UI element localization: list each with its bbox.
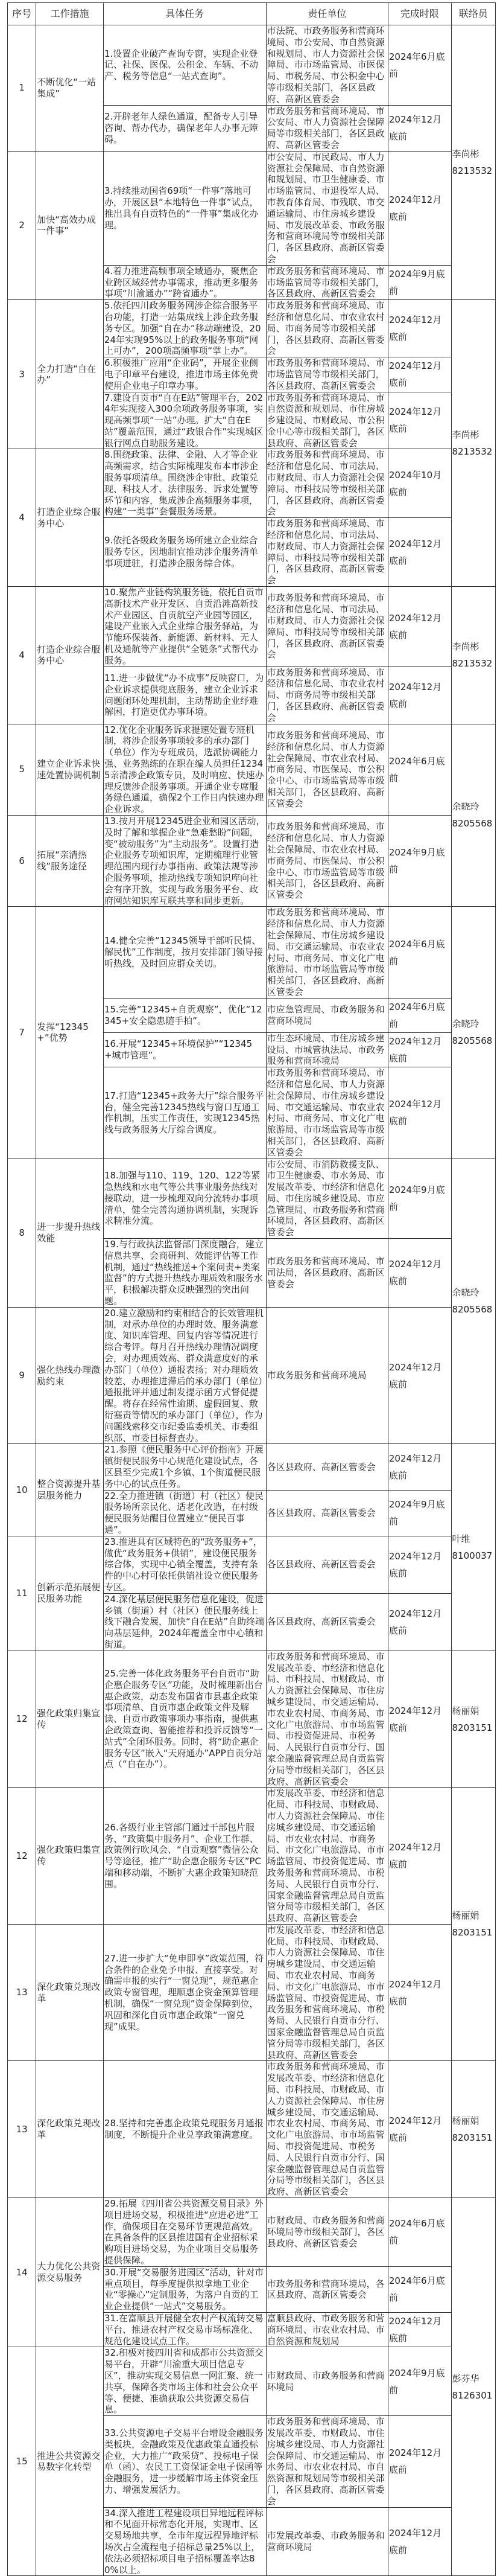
table-body [8, 25, 496, 2576]
contact-name: 杨丽娟 [452, 1705, 479, 1716]
task-description: 18.加强与110、119、120、122等紧急热线和水电气等公共事业服务热线对接联动，进一步梳理双向分流转办事项清单，健全完善沟通协调机制，实现诉求精准分流。 [103, 1159, 266, 1239]
header-contact: 联络员 [451, 3, 495, 25]
table-row [8, 907, 496, 998]
deadline: 2024年12月底前 [388, 1788, 451, 1925]
contact-person [451, 2061, 495, 2198]
table-row [8, 1924, 496, 2061]
deadline: 2024年9月底前 [388, 815, 451, 906]
item-number: 13 [8, 1924, 36, 2061]
work-measure: 强化政策归集宣传 [36, 1651, 104, 1788]
deadline: 2024年9月底前 [388, 1490, 451, 1536]
task-description: 2.开辟老年人绿色通道，配备专人引导咨询、帮办代办，确保老年人办事无障碍。 [103, 105, 266, 151]
deadline: 2024年12月底前 [388, 151, 451, 265]
deadline: 2024年6月底前 [388, 724, 451, 815]
contact-person [451, 587, 495, 724]
responsible-units: 市法院、市政务服务和营商环境局、市公安局、市自然资源和规划局、市人力资源社会保障局、市市场监管局、市医保局、市税务局、市公积金中心等市级相关部门，各区县政府、高新区管委会 [266, 25, 388, 106]
work-measure: 发挥“12345+”优势 [36, 907, 104, 1159]
responsible-units: 市政务服务和营商环境局、市司法局，各区县政府、高新区管委会 [266, 1239, 388, 1308]
contact-phone: 8213532 [452, 446, 493, 458]
deadline: 2024年6月底前 [388, 998, 451, 1032]
table-row [8, 724, 496, 815]
work-measure: 打造企业综合服务中心 [36, 449, 104, 587]
responsible-units: 市生态环境局、市住房城乡建设局、市城管执法局、市政务服务和营商环境局 [266, 1032, 388, 1067]
work-measure: 强化政策归集宣传 [36, 1788, 104, 1925]
responsible-units: 市政务服务和营商环境局、市经济和信息化局、市司法局、市财政局、市人力资源社会保障局、市科技局等市级相关部门，各区县政府、高新区管委会 [266, 449, 388, 518]
task-description: 21.参照《便民服务中心评价指南》开展镇街便民服务中心规范化建设试点，各区县至少完成1个乡镇、1个街道便民服务中心的试点任务。 [103, 1444, 266, 1490]
task-description: 4.着力推进高频事项全域通办，聚焦企业跨区域经营办事需求，推动更多服务事项“川渝通办”“跨省通办”。 [103, 265, 266, 299]
work-measure: 进一步提升热线效能 [36, 1159, 104, 1307]
item-number: 2 [8, 151, 36, 299]
deadline: 2024年10月底前 [388, 449, 451, 518]
responsible-units: 各区县政府、高新区管委会 [266, 1536, 388, 1593]
deadline: 2024年12月底前 [388, 518, 451, 587]
responsible-units: 市政务服务和营商环境局、市经济和信息化局、市人力资源社会保障局、市农业农村局、市商务局、市医保局、市公积金中心、市市场监管局等市级相关部门，各区县政府、高新区管委会 [266, 724, 388, 815]
responsible-units: 富顺县政府、市政务服务和营商环境局、市农业农村局、市自然资源和规划局 [266, 2312, 388, 2347]
header-dept: 责任单位 [266, 3, 388, 25]
task-description: 13.按月开展12345进企业和园区活动，及时了解和掌握企业“急难愁盼”问题，变“被动服务”为“主动服务”。设置打造企业服务专项知识库，定期梳理行业管理范围内现行办事指南、政策法规等涉企服务事项，推动热线专项知识库向社会有序开放，实现与政务服务平台、政府网站知识库互联共享和同步更新。 [104, 815, 265, 906]
deadline: 2024年6月底前 [388, 2198, 451, 2267]
responsible-units: 市发展改革委、市经济和信息化局、市科技局、市财政局、市人力资源社会保障局、市住房城乡建设局、市交通运输局、市农业农村局、市商务局、市文化广电旅游局、市市场监管局、市投资促进局、市政务服务和营商环境局、市税务局、人民银行自贡市分行、国家金融监督管理总局自贡监管分局等市级相关部门，各区县政府、高新区管委会 [266, 1788, 388, 1925]
deadline: 2024年12月底前 [388, 2312, 451, 2347]
contact-phone: 8205568 [452, 818, 493, 829]
task-description: 26.各级行业主管部门通过干部包片服务、“政策集中服务月”、企业工作群、政策例行吹风会、“自贡观察”微信公众号等途径，推广“助企惠企服务专区”PC端和移动端，不断扩大惠企政策知晓范围。 [103, 1788, 266, 1925]
contact-phone: 8205568 [452, 1035, 493, 1047]
table-row [8, 1159, 496, 1239]
item-number: 9 [8, 1307, 36, 1444]
contact-phone: 8213532 [452, 165, 493, 177]
task-description: 33.公共资源电子交易平台增设金融服务类板块，金融政策及优惠政策直通投标企业，大力推广“政采贷”、投标电子保单（函）、农民工工资保证金电子保函等金融服务，进一步缓解市场主体资金压力、增强发展活力。 [103, 2416, 266, 2507]
contact-person [451, 25, 495, 300]
task-description: 15.完善“12345+自贡观察”，优化“12345+安全隐患随手拍”。 [103, 998, 266, 1032]
deadline: 2024年12月底前 [388, 392, 451, 449]
contact-name: 李尚彬 [452, 641, 479, 653]
task-description: 31.在富顺县开展健全农村产权流转交易平台、推进农村产权交易市场标准化、规范化建设试点工作。 [103, 2312, 266, 2347]
contact-person [451, 1444, 495, 1651]
work-measure: 推进公共资源交易数字化转型 [36, 2347, 104, 2576]
item-number: 11 [8, 1536, 36, 1651]
table-row [8, 25, 496, 106]
item-number: 3 [8, 300, 36, 449]
task-description: 32.积极对接四川省和成都市公共资源交易平台，开辟“川渝重大项目信息专区”，推动实现交易信息一网汇聚、统一共享，保障各类市场主体和社会公众平等、便捷、准确获取公共资源交易信息。 [103, 2347, 266, 2416]
table-row [8, 300, 496, 357]
table-row [8, 2061, 496, 2198]
contact-phone: 8213532 [452, 658, 493, 670]
responsible-units: 市公安局、市消防救援支队、市卫生健康委、市水务局、市发展改革委、市经济和信息化局、市住房城乡建设局、市应急管理局、市政务服务和营商环境局，各区县政府、高新区管委会 [266, 1159, 388, 1239]
deadline: 2024年12月底前 [388, 1307, 451, 1444]
responsible-units: 市财政局、市政务服务和营商环境局等市级相关部门，各区县政府、高新区管委会 [266, 2198, 388, 2267]
item-number: 1 [8, 25, 36, 152]
responsible-units: 市政务服务和营商环境局，各区县政府、高新区管委会 [266, 2266, 388, 2312]
deadline: 2024年9月底前 [388, 2347, 451, 2416]
task-description: 8.围绕政策、法律、金融、人才等企业高频需求，结合实际梳理发布本市涉企服务事项清单。围绕涉企审批、政策兑现、科技人才、法律服务、诉求处置等环节和内容，集成涉企高频服务事项，构建“一类事”套餐服务场景。 [103, 449, 266, 518]
contact-name: 李尚彬 [452, 149, 479, 160]
contact-person [451, 907, 495, 1159]
header-deadline: 完成时限 [388, 3, 451, 25]
deadline: 2024年12月底前 [388, 666, 451, 724]
task-description: 27.进一步扩大“免申即享”政策范围，符合条件的企业免予申报、直接享受。对确需申报的实行“一窗兑现”，规范惠企政策专窗管理，理顺惠企资金预算管理机制，确保“一窗兑现”资金保障到位，巩固和深化自贡市惠企政策“一窗兑现”成果。 [103, 1924, 266, 2061]
task-description: 3.持续推动国省69项“一件事”落地可办，开展区县“本地特色一件事”试点，推出具有自贡特色的“一件事”集成化办理。 [103, 151, 266, 265]
task-description: 9.依托各级政务服务场所建立企业综合服务专区，因地制宜推动涉企服务清单事项进驻，打造涉企服务综合体。 [103, 518, 266, 587]
table-row [8, 2198, 496, 2267]
responsible-units: 市政务服务和营商环境局、市经济和信息化局、市农业农村局、市商务局等市级相关部门，各区县政府、高新区管委会 [266, 300, 388, 357]
responsible-units: 市政务服务和营商环境局、市自然资源和规划局、市住房城乡建设局、市财政局、市公积金中心等市级相关部门，各区县政府、高新区管委会 [266, 392, 388, 449]
header-measure: 工作措施 [36, 3, 104, 25]
item-number: 13 [8, 2061, 36, 2198]
responsible-units: 市政务服务和营商环境局、市市场监管局等市级相关部门，各区县政府、高新区管委会 [266, 265, 388, 299]
task-description: 19.与行政执法监督部门深度融合，建立信息共享、会商研判、效能评估等工作机制，通过“热线推送+个案问责+类案监督”的方式提升热线办理质效和服务水平，积极解决群众反映强烈的突出问题。 [103, 1239, 266, 1308]
deadline: 2024年12月底前 [388, 1536, 451, 1593]
item-number: 12 [8, 1651, 36, 1788]
task-description: 1.设置企业破产查询专窗，实现企业登记、社保、医保、公积金、车辆、不动产、税务等信息“一站式查询”。 [103, 25, 266, 106]
task-description: 25.完善一体化政务服务平台自贡市“助企惠企服务专区”功能，及时梳理新出台惠企政策，动态发布国省市县惠企政策事项清单、自贡市惠企政策文件及解读、自贡市政策事项办事指南，提供惠企政策查询、智能推荐和投诉反馈等“一站式”全闭环服务。同时，将“助企惠企服务专区”嵌入“天府通办”APP自贡分站点（“自在办”）。 [103, 1651, 266, 1788]
deadline: 2024年12月底前 [388, 2061, 451, 2198]
responsible-units: 市政务服务和营商环境局、市经济和信息化局、市人力资源社会保障局、市住房城乡建设局、市交通运输局、市农业农村局、市商务局、市文化广电旅游局、市市场监管局等市级相关部门，各区县政府、高新区管委会 [266, 1067, 388, 1159]
responsible-units: 市政务服务和营商环境局、市公安局、市人力资源社会保障局等市级相关部门，各区县政府、高新区管委会 [266, 105, 388, 151]
header-no: 序号 [8, 3, 36, 25]
task-description: 29.拓展《四川省公共资源交易目录》外项目进场交易，积极推进“应进必进”工作，确保项目在交易环节更规范高效。在具备条件的区县推进国有企业招标采购项目进场交易，为企业项目交易服务提供保障。 [103, 2198, 266, 2267]
task-description: 11.进一步做优“办不成事”反映窗口，为企业诉求提供兜底服务，建立企业诉求问题闭环处理机制，主动帮助企业纾难解困，打造更优办事环境。 [103, 666, 266, 724]
contact-person [451, 1788, 495, 2061]
work-measure: 加快“高效办成一件事” [36, 151, 104, 299]
header-task: 具体任务 [103, 3, 266, 25]
item-number: 7 [8, 907, 36, 1159]
responsible-units: 市政务服务和营商环境局、市发展改革委、市财政局、市住房城乡建设局、市人力资源社会保障局、市交通运输局、市水务局、市农业农村局、市自然资源和规划局等市级相关部门，各区县政府、高新区管委会 [266, 2416, 388, 2507]
table-row [8, 1536, 496, 1593]
responsible-units: 市发展改革委、市政务服务和营商环境局 [266, 2507, 388, 2576]
responsible-units: 市政务服务和营商环境局、市经济和信息化局、市人力资源社会保障局、市农业农村局、市商务局、市医保局、市公积金中心、市市场监管局等市级相关部门，各区县政府、高新区管委会 [266, 815, 388, 906]
deadline: 2024年12月底前 [388, 2507, 451, 2576]
contact-name: 杨丽娟 [452, 1910, 479, 1922]
responsible-units: 市政务服务和营商环境局、市经济和信息化局、市农业农村局、市商务局等市级相关部门，各区县政府、高新区管委会 [266, 666, 388, 724]
contact-phone: 8205568 [452, 1304, 493, 1315]
contact-phone: 8100037 [452, 1550, 493, 1562]
contact-phone: 8126301 [452, 2389, 493, 2401]
table-row [8, 151, 496, 265]
contact-phone: 8203151 [452, 2132, 493, 2144]
item-number: 8 [8, 1159, 36, 1307]
deadline: 2024年6月底前 [388, 25, 451, 106]
work-measure: 打造企业综合服务中心 [36, 587, 104, 724]
deadline: 2024年12月底前 [388, 300, 451, 357]
work-measure: 创新示范拓展便民服务功能 [36, 1536, 104, 1651]
item-number: 4 [8, 587, 36, 724]
deadline: 2024年6月底前 [388, 2266, 451, 2312]
responsible-units: 市政务服务和营商环境局、市经济和信息化局、市人力资源社会保障局、市住房城乡建设局、市交通运输局、市农业农村局、市商务局、市文化广电旅游局、市市场监管局等市级相关部门，各区县政府、高新区管委会 [266, 907, 388, 998]
work-measure: 建立企业诉求快速处置协调机制 [36, 724, 104, 815]
contact-name: 余晓玲 [452, 1018, 479, 1030]
task-description: 20.建立激励和约束相结合的长效管理机制，对承办单位的办理时效、服务满意度、知识库管理、回复内容等情况进行综合考评。每月召开热线办理情况调度会，对办理质效高、群众满意度好的承办部门（单位）通报表扬；对办理质效较差、办理推进滞后的承办部门（单位）通报批评并通过制发提示函方式督促提醒。将存在经常性逾期、虚假回复、敷衍塞责等情况的承办部门（单位），作为问题线索移交市纪委监委机关、市委组织部、市委目标督查办。 [103, 1307, 266, 1444]
task-description: 6.积极推广应用“企业码”，开展企业侧电子印章平台建设，推进市场主体免费使用企业电子印章办事。 [103, 357, 266, 392]
deadline: 2024年12月底前 [388, 1593, 451, 1651]
task-description: 28.坚持和完善惠企政策兑现服务月通报制度，不断提升企业兑享政策满意度。 [103, 2061, 266, 2198]
table-row [8, 449, 496, 518]
contact-person [451, 1159, 495, 1444]
task-description: 7.建设自贡市“自在E站”管理平台，2024年实现接入300余项政务服务事项，实现高频事项“一站”办理。扩大“自在E站”覆盖范围，通过“政银合作”实现城区银行网点自助服务建设。 [103, 392, 266, 449]
work-measure: 不断优化“一站集成” [36, 25, 104, 152]
contact-name: 李尚彬 [452, 429, 479, 441]
responsible-units: 市政务服务和营商环境局、市经济和信息化局、市司法局、市财政局、市人力资源社会保障局、市科技局等市级相关部门，各区县政府、高新区管委会 [266, 587, 388, 667]
responsible-units: 市政务服务和营商环境局 [266, 1307, 388, 1444]
deadline: 2024年9月底前 [388, 1159, 451, 1239]
responsible-units: 各区县政府、高新区管委会 [266, 1593, 388, 1651]
responsible-units: 市公安局、市民政局、市人力资源社会保障局、市自然资源和规划局、市卫生健康委、市市场监管局、市退役军人局、市教育体育局、市残联、市交通运输局、市住房城乡建设局、市发展改革委、市政务服务和营商环境局等市级相关部门，各区县政府、高新区管委会 [266, 151, 388, 265]
table-row [8, 587, 496, 667]
work-measure: 强化热线办理激励约束 [36, 1307, 104, 1444]
work-measure: 拓展“亲清热线”服务途径 [36, 815, 104, 906]
responsible-units: 各区县政府、高新区管委会 [266, 1444, 388, 1490]
task-description: 16.开展“12345+环境保护”“12345+城市管理”。 [103, 1032, 266, 1067]
task-description: 22.全力推进镇（街道）村（社区）便民服务场所亲民化、适老化改造，在村级便民服务站醒目位置建立“便民百事通”。 [103, 1490, 266, 1536]
table-row [8, 1651, 496, 1788]
task-description: 17.打造“12345+政务大厅”综合服务平台，健全完善12345热线与窗口互通工作机制，压实工作责任，实现12345热线与政务服务大厅综合调度。 [103, 1067, 266, 1159]
item-number: 10 [8, 1444, 36, 1536]
contact-person [451, 1651, 495, 1788]
table-row [8, 1444, 496, 1490]
header-row [8, 3, 496, 25]
item-number: 5 [8, 724, 36, 815]
task-description: 34.深入推进工程建设项目异地远程评标和不见面开标常态化开展，实现市、区交易场地共享，全市年度远程异地评标场次占全流程电子招标总量25%以上，依法必须招标项目电子招标覆盖率达80%以上。 [103, 2507, 266, 2576]
deadline: 2024年12月底前 [388, 357, 451, 392]
deadline: 2024年12月底前 [388, 1651, 451, 1788]
deadline: 2024年12月底前 [388, 1032, 451, 1067]
table-row [8, 1788, 496, 1925]
work-measure: 深化政策兑现改革 [36, 2061, 104, 2198]
contact-person [451, 300, 495, 587]
contact-phone: 8203151 [452, 1722, 493, 1733]
deadline: 2024年12月底前 [388, 1924, 451, 2061]
deadline: 2024年12月底前 [388, 2416, 451, 2507]
work-plan-table [7, 2, 496, 2576]
table-row [8, 2347, 496, 2416]
contact-name: 叶维 [452, 1533, 470, 1545]
work-measure: 深化政策兑现改革 [36, 1924, 104, 2061]
table-row [8, 1307, 496, 1444]
deadline: 2024年12月底前 [388, 1239, 451, 1308]
contact-name: 彭芬华 [452, 2373, 479, 2384]
task-description: 12.优化企业服务诉求提速处置专班机制，将涉企服务事项较多的承办部门（单位）作为专班成员，选派协调能力强、业务熟练的在职在编人员担任12345亲清涉企政策专员，及时响应、快速办理反馈涉企服务事项。开通企业专席服务绿色通道，确保2个工作日内快速办理企业诉求。 [103, 724, 266, 815]
responsible-units: 市政务服务和营商环境局、市市场监管局等市级相关部门，各区县政府、高新区管委会 [266, 357, 388, 392]
item-number: 6 [8, 815, 36, 906]
work-measure: 大力优化公共资源交易服务 [36, 2198, 104, 2347]
contact-name: 余晓玲 [452, 801, 479, 813]
deadline: 2024年12月底前 [388, 587, 451, 667]
contact-person [451, 724, 495, 907]
table-row [8, 815, 496, 906]
responsible-units: 市应急管理局、市政务服务和营商环境局 [266, 998, 388, 1032]
responsible-units: 市发展改革委、市经济和信息化局、市科技局、市财政局、市人力资源社会保障局、市住房城乡建设局、市交通运输局、市农业农村局、市商务局、市文化广电旅游局、市市场监管局、市投资促进局、市政务服务和营商环境局、市税务局、人民银行自贡市分行、国家金融监督管理总局自贡监管分局等市级相关部门，各区县政府、高新区管委会 [266, 1924, 388, 2061]
item-number: 14 [8, 2198, 36, 2347]
task-description: 24.深化基层便民服务信息化建设，促进乡镇（街道）村（社区）便民服务线上线下融合发展，加快“自在E站”自助终端向基层延伸，2024年覆盖全市中心镇和街道。 [103, 1593, 266, 1651]
deadline: 2024年9月底前 [388, 265, 451, 299]
responsible-units: 市政务服务和营商环境局、市发展改革委、市经济和信息化局、市科技局、市财政局、市人力资源社会保障局、市住房城乡建设局、市交通运输局、市农业农村局、市商务局、市文化广电旅游局、市市场监管局、市投资促进局、市税务局、人民银行自贡市分行、国家金融监督管理总局自贡监管分局等市级相关部门，各区县政府、高新区管委会 [266, 2061, 388, 2198]
contact-person [451, 2198, 495, 2576]
contact-name: 余晓玲 [452, 1287, 479, 1299]
responsible-units: 市政务服务和营商环境局、市发展改革委、市经济和信息化局、市科技局、市财政局、市人力资源社会保障局、市住房城乡建设局、市交通运输局、市农业农村局、市商务局、市文化广电旅游局、市市场监管局、市投资促进局、市税务局、人民银行自贡市分行、国家金融监督管理总局自贡监管分局等市级相关部门，各区县政府、高新区管委会 [266, 1651, 388, 1788]
task-description: 5.依托四川政务服务网涉企综合服务平台功能，打造一站集成线上涉企政务服务专区。加强“自在办”移动端建设，2024年实现95%以上的政务服务事项“网上可办”，200项高频事项“掌上办”。 [103, 300, 266, 357]
deadline: 2024年12月底前 [388, 1444, 451, 1490]
work-measure: 整合资源提升基层服务能力 [36, 1444, 104, 1536]
responsible-units: 各区县政府、高新区管委会 [266, 1490, 388, 1536]
item-number: 15 [8, 2347, 36, 2576]
task-description: 14.健全完善“12345领导干部听民情、解民忧”工作制度，按月安排部门领导接听热线，及时回应群众关切。 [103, 907, 266, 998]
task-description: 23.推进具有区域特色的“政务服务+”，做优“政务服务+供销”，建设便民服务综合体，实现中心镇全覆盖，支持有条件的中心村可依托供销社设立便民服务专区。 [103, 1536, 266, 1593]
item-number: 12 [8, 1788, 36, 1925]
responsible-units: 市财政局、市政务服务和营商环境局 [266, 2347, 388, 2416]
responsible-units: 市政务服务和营商环境局、市经济和信息化局、市司法局、市财政局、市人力资源社会保障局、市科技局等市级相关部门，各区县政府、高新区管委会 [266, 518, 388, 587]
task-description: 30.开展“交易服务进园区”活动，针对市重点项目，每季度提供拟拿地工业企业“零操心”定制服务，为落户自贡的工业企业提供“一站式”交易服务。 [103, 2266, 266, 2312]
work-measure: 全力打造“自在办” [36, 300, 104, 449]
deadline: 2024年6月底前 [388, 907, 451, 998]
table-header [8, 3, 496, 25]
task-description: 10.聚焦产业链构筑服务链，依托自贡市高新技术产业开发区、自贡沿滩高新技术产业园区、自贡航空产业园等园区，建设产业嵌入式企业综合服务驿站，为节能环保装备、新能源、新材料、无人机及通航等产业提供“全链条”式帮代办服务。 [103, 587, 266, 667]
contact-name: 杨丽娟 [452, 2115, 479, 2127]
contact-phone: 8203151 [452, 1927, 493, 1938]
deadline: 2024年12月底前 [388, 1067, 451, 1159]
deadline: 2024年12月底前 [388, 105, 451, 151]
item-number: 4 [8, 449, 36, 587]
